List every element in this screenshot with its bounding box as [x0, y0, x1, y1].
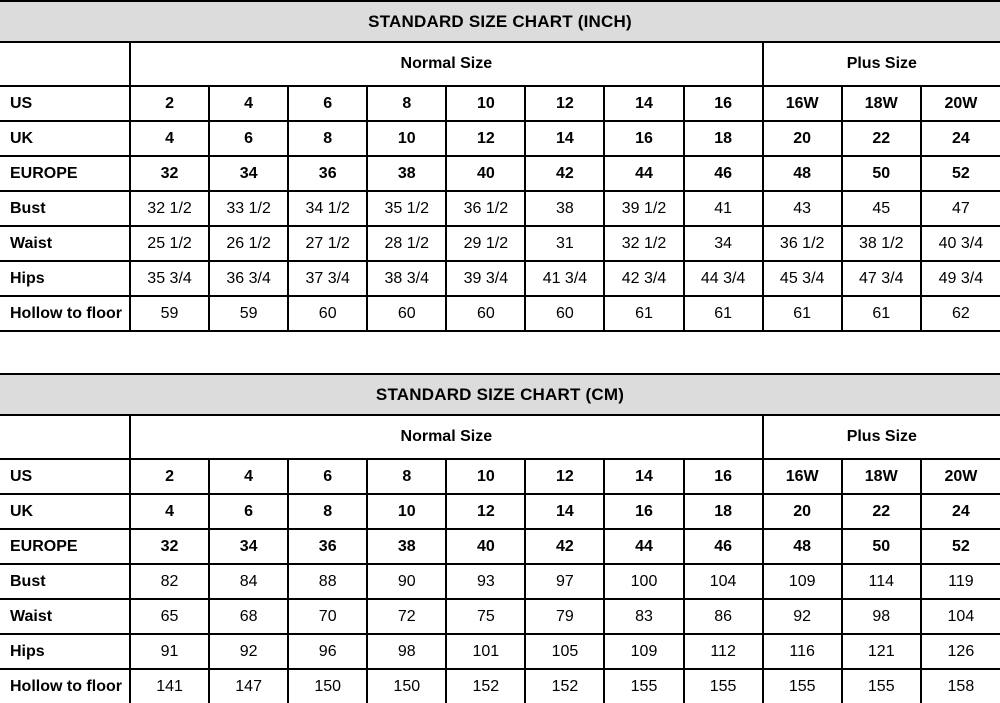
size-cell: 6	[288, 86, 367, 121]
size-cell: 34 1/2	[288, 191, 367, 226]
table-row	[0, 121, 1000, 156]
size-cell: 14	[525, 494, 604, 529]
size-cell: 42 3/4	[604, 261, 683, 296]
size-cell: 38	[367, 156, 446, 191]
size-cell: 12	[525, 86, 604, 121]
size-cell: 18W	[842, 459, 921, 494]
size-cell: 32 1/2	[604, 226, 683, 261]
size-cell: 44 3/4	[684, 261, 763, 296]
size-cell: 12	[446, 121, 525, 156]
size-cell: 91	[130, 634, 209, 669]
size-cell: 68	[209, 599, 288, 634]
chart-title-cm: STANDARD SIZE CHART (CM)	[0, 373, 1000, 416]
size-cell: 38 3/4	[367, 261, 446, 296]
row-label: Hollow to floor	[0, 296, 130, 331]
size-cell: 22	[842, 494, 921, 529]
size-cell: 121	[842, 634, 921, 669]
size-cell: 126	[921, 634, 1000, 669]
size-cell: 97	[525, 564, 604, 599]
size-cell: 10	[367, 494, 446, 529]
size-cell: 114	[842, 564, 921, 599]
size-cell: 147	[209, 669, 288, 703]
size-cell: 36	[288, 156, 367, 191]
size-cell: 45 3/4	[763, 261, 842, 296]
size-cell: 14	[604, 86, 683, 121]
size-cell: 20	[763, 494, 842, 529]
table-row	[0, 296, 1000, 331]
size-cell: 52	[921, 529, 1000, 564]
table-row	[0, 529, 1000, 564]
size-cell: 155	[604, 669, 683, 703]
size-cell: 50	[842, 156, 921, 191]
size-cell: 61	[842, 296, 921, 331]
size-cell: 45	[842, 191, 921, 226]
size-cell: 18	[684, 121, 763, 156]
size-cell: 101	[446, 634, 525, 669]
corner-cell	[0, 43, 130, 86]
row-label: Hollow to floor	[0, 669, 130, 703]
size-cell: 60	[525, 296, 604, 331]
size-cell: 72	[367, 599, 446, 634]
size-cell: 47	[921, 191, 1000, 226]
size-cell: 10	[446, 86, 525, 121]
size-cell: 112	[684, 634, 763, 669]
size-cell: 36 1/2	[446, 191, 525, 226]
row-label: US	[0, 86, 130, 121]
size-cell: 104	[921, 599, 1000, 634]
table-row	[0, 261, 1000, 296]
size-cell: 155	[842, 669, 921, 703]
size-cell: 10	[367, 121, 446, 156]
row-label: Waist	[0, 599, 130, 634]
size-cell: 8	[367, 86, 446, 121]
size-cell: 34	[684, 226, 763, 261]
size-chart-cm	[0, 373, 1000, 703]
size-cell: 24	[921, 121, 1000, 156]
table-row	[0, 459, 1000, 494]
size-cell: 6	[209, 121, 288, 156]
size-cell: 40	[446, 156, 525, 191]
size-cell: 39 3/4	[446, 261, 525, 296]
chart-title-inch: STANDARD SIZE CHART (INCH)	[0, 0, 1000, 43]
size-cell: 141	[130, 669, 209, 703]
size-cell: 14	[525, 121, 604, 156]
row-label: Hips	[0, 261, 130, 296]
size-cell: 20W	[921, 459, 1000, 494]
size-cell: 150	[367, 669, 446, 703]
size-cell: 52	[921, 156, 1000, 191]
size-cell: 40	[446, 529, 525, 564]
size-cell: 41	[684, 191, 763, 226]
size-cell: 152	[525, 669, 604, 703]
size-cell: 152	[446, 669, 525, 703]
size-cell: 92	[763, 599, 842, 634]
size-cell: 60	[288, 296, 367, 331]
size-cell: 12	[446, 494, 525, 529]
size-cell: 46	[684, 529, 763, 564]
size-cell: 18W	[842, 86, 921, 121]
size-cell: 25 1/2	[130, 226, 209, 261]
size-cell: 8	[367, 459, 446, 494]
size-cell: 155	[684, 669, 763, 703]
row-label: UK	[0, 494, 130, 529]
size-cell: 61	[763, 296, 842, 331]
size-cell: 92	[209, 634, 288, 669]
table-row	[0, 599, 1000, 634]
size-cell: 35 3/4	[130, 261, 209, 296]
size-cell: 38	[525, 191, 604, 226]
size-cell: 116	[763, 634, 842, 669]
size-cell: 20	[763, 121, 842, 156]
size-cell: 79	[525, 599, 604, 634]
size-cell: 6	[288, 459, 367, 494]
size-cell: 90	[367, 564, 446, 599]
size-cell: 150	[288, 669, 367, 703]
size-cell: 16	[684, 459, 763, 494]
size-cell: 16	[684, 86, 763, 121]
size-cell: 16W	[763, 86, 842, 121]
size-cell: 62	[921, 296, 1000, 331]
size-cell: 4	[209, 459, 288, 494]
size-cell: 60	[446, 296, 525, 331]
size-cell: 75	[446, 599, 525, 634]
size-cell: 96	[288, 634, 367, 669]
size-cell: 36 1/2	[763, 226, 842, 261]
size-cell: 82	[130, 564, 209, 599]
size-cell: 46	[684, 156, 763, 191]
row-label: UK	[0, 121, 130, 156]
size-cell: 60	[367, 296, 446, 331]
size-cell: 16W	[763, 459, 842, 494]
size-cell: 38	[367, 529, 446, 564]
size-cell: 10	[446, 459, 525, 494]
size-cell: 20W	[921, 86, 1000, 121]
size-cell: 8	[288, 494, 367, 529]
table-row	[0, 494, 1000, 529]
size-cell: 50	[842, 529, 921, 564]
size-cell: 36 3/4	[209, 261, 288, 296]
size-cell: 2	[130, 459, 209, 494]
size-cell: 104	[684, 564, 763, 599]
size-cell: 33 1/2	[209, 191, 288, 226]
size-cell: 16	[604, 494, 683, 529]
size-cell: 38 1/2	[842, 226, 921, 261]
size-cell: 26 1/2	[209, 226, 288, 261]
size-cell: 39 1/2	[604, 191, 683, 226]
size-cell: 44	[604, 156, 683, 191]
size-cell: 83	[604, 599, 683, 634]
size-cell: 59	[209, 296, 288, 331]
size-cell: 44	[604, 529, 683, 564]
row-label: Hips	[0, 634, 130, 669]
size-cell: 59	[130, 296, 209, 331]
table-row	[0, 156, 1000, 191]
size-cell: 8	[288, 121, 367, 156]
size-table-cm	[0, 416, 1000, 703]
size-cell: 35 1/2	[367, 191, 446, 226]
size-cell: 88	[288, 564, 367, 599]
size-cell: 4	[209, 86, 288, 121]
table-row	[0, 634, 1000, 669]
plus-size-header: Plus Size	[763, 43, 1000, 86]
table-row	[0, 564, 1000, 599]
size-cell: 34	[209, 529, 288, 564]
size-cell: 18	[684, 494, 763, 529]
size-cell: 24	[921, 494, 1000, 529]
size-cell: 119	[921, 564, 1000, 599]
size-cell: 12	[525, 459, 604, 494]
size-cell: 41 3/4	[525, 261, 604, 296]
size-cell: 16	[604, 121, 683, 156]
table-row	[0, 669, 1000, 703]
group-header-row	[0, 416, 1000, 459]
size-cell: 49 3/4	[921, 261, 1000, 296]
size-cell: 31	[525, 226, 604, 261]
size-cell: 61	[684, 296, 763, 331]
row-label: Bust	[0, 191, 130, 226]
size-cell: 61	[604, 296, 683, 331]
size-cell: 84	[209, 564, 288, 599]
size-cell: 40 3/4	[921, 226, 1000, 261]
size-cell: 42	[525, 529, 604, 564]
size-cell: 98	[842, 599, 921, 634]
size-cell: 34	[209, 156, 288, 191]
size-cell: 27 1/2	[288, 226, 367, 261]
table-row	[0, 226, 1000, 261]
size-cell: 109	[604, 634, 683, 669]
table-row	[0, 86, 1000, 121]
size-cell: 100	[604, 564, 683, 599]
size-cell: 65	[130, 599, 209, 634]
size-cell: 47 3/4	[842, 261, 921, 296]
size-cell: 86	[684, 599, 763, 634]
size-cell: 98	[367, 634, 446, 669]
size-cell: 36	[288, 529, 367, 564]
table-row	[0, 191, 1000, 226]
size-cell: 37 3/4	[288, 261, 367, 296]
row-label: Bust	[0, 564, 130, 599]
group-header-row	[0, 43, 1000, 86]
size-cell: 2	[130, 86, 209, 121]
size-cell: 93	[446, 564, 525, 599]
size-cell: 48	[763, 529, 842, 564]
size-cell: 42	[525, 156, 604, 191]
row-label: EUROPE	[0, 156, 130, 191]
size-cell: 155	[763, 669, 842, 703]
row-label: EUROPE	[0, 529, 130, 564]
size-cell: 48	[763, 156, 842, 191]
size-cell: 6	[209, 494, 288, 529]
size-cell: 70	[288, 599, 367, 634]
size-cell: 32	[130, 156, 209, 191]
plus-size-header: Plus Size	[763, 416, 1000, 459]
size-cell: 158	[921, 669, 1000, 703]
normal-size-header: Normal Size	[130, 416, 763, 459]
normal-size-header: Normal Size	[130, 43, 763, 86]
row-label: US	[0, 459, 130, 494]
size-cell: 105	[525, 634, 604, 669]
size-cell: 32 1/2	[130, 191, 209, 226]
corner-cell	[0, 416, 130, 459]
size-chart-inch	[0, 0, 1000, 332]
size-cell: 29 1/2	[446, 226, 525, 261]
size-table-inch	[0, 43, 1000, 332]
size-cell: 43	[763, 191, 842, 226]
size-cell: 109	[763, 564, 842, 599]
size-cell: 14	[604, 459, 683, 494]
size-cell: 32	[130, 529, 209, 564]
size-cell: 28 1/2	[367, 226, 446, 261]
size-cell: 4	[130, 494, 209, 529]
size-cell: 22	[842, 121, 921, 156]
row-label: Waist	[0, 226, 130, 261]
size-cell: 4	[130, 121, 209, 156]
